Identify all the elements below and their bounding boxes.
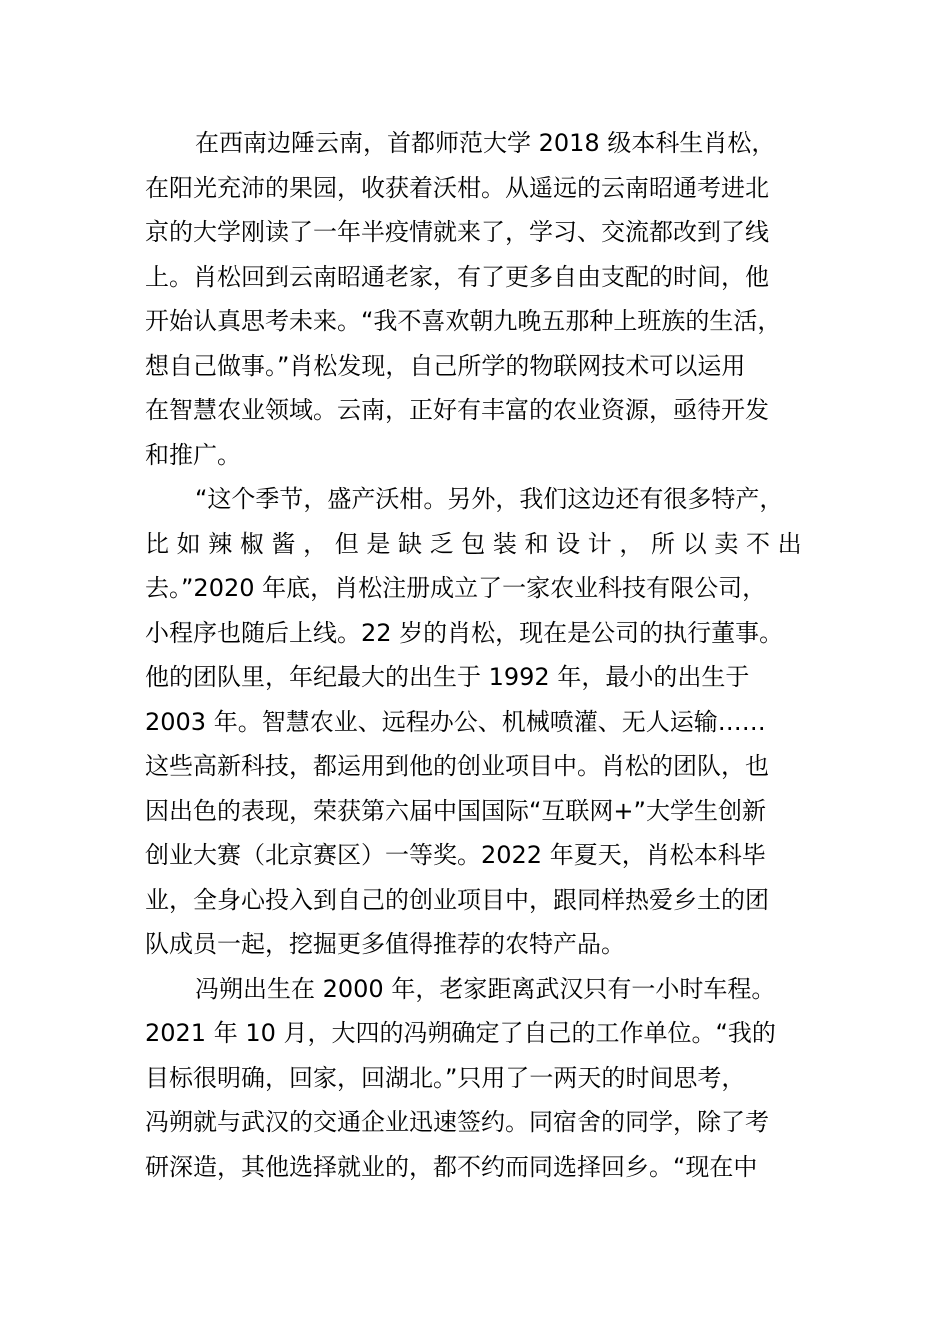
text-line: 上。肖松回到云南昭通老家，有了更多自由支配的时间，他 [145,262,769,291]
text-line: 他的团队里，年纪最大的出生于 1992 年，最小的出生于 [145,663,750,691]
text-line: 业，全身心投入到自己的创业项目中，跟同样热爱乡土的团 [145,885,769,914]
text-line: 因出色的表现，荣获第六届中国国际“互联网+”大学生创新 [145,796,766,825]
text-line: 开始认真思考未来。“我不喜欢朝九晚五那种上班族的生活， [145,307,782,335]
document-body [145,121,810,1189]
paragraph-1 [145,121,810,477]
text-line: 创业大赛（北京赛区）一等奖。2022 年夏天，肖松本科毕 [145,841,766,869]
text-line: 去。”2020 年底，肖松注册成立了一家农业科技有限公司， [145,574,767,602]
text-line: 2021 年 10 月，大四的冯朔确定了自己的工作单位。“我的 [145,1019,776,1047]
text-line: 研深造，其他选择就业的，都不约而同选择回乡。“现在中 [145,1152,758,1181]
text-line: 在智慧农业领域。云南，正好有丰富的农业资源，亟待开发 [145,396,769,424]
text-line: 目标很明确，回家，回湖北。”只用了一两天的时间思考， [145,1063,746,1092]
text-line: 2003 年。智慧农业、远程办公、机械喷灌、无人运输…… [145,707,766,736]
paragraph-3 [145,967,810,1190]
text-line: 这些高新科技，都运用到他的创业项目中。肖松的团队，也 [145,752,769,780]
text-line: 小程序也随后上线。22 岁的肖松，现在是公司的执行董事。 [145,618,784,647]
text-line: “这个季节，盛产沃柑。另外，我们这边还有很多特产， [195,485,784,513]
text-line: 和推广。 [145,440,241,469]
paragraph-2 [145,477,810,967]
text-line: 在阳光充沛的果园，收获着沃柑。从遥远的云南昭通考进北 [145,173,769,202]
text-line: 在西南边陲云南，首都师范大学 2018 级本科生肖松， [195,129,776,157]
text-line: 冯朔出生在 2000 年，老家距离武汉只有一小时车程。 [195,974,776,1003]
text-line: 京的大学刚读了一年半疫情就来了，学习、交流都改到了线 [145,218,769,246]
text-line: 比 如 辣 椒 酱 ， 但 是 缺 乏 包 装 和 设 计 ， 所 以 卖 不 出 [145,529,802,558]
text-line: 队成员一起，挖掘更多值得推荐的农特产品。 [145,930,625,958]
text-line: 想自己做事。”肖松发现，自己所学的物联网技术可以运用 [145,351,746,380]
text-line: 冯朔就与武汉的交通企业迅速签约。同宿舍的同学，除了考 [145,1108,769,1136]
